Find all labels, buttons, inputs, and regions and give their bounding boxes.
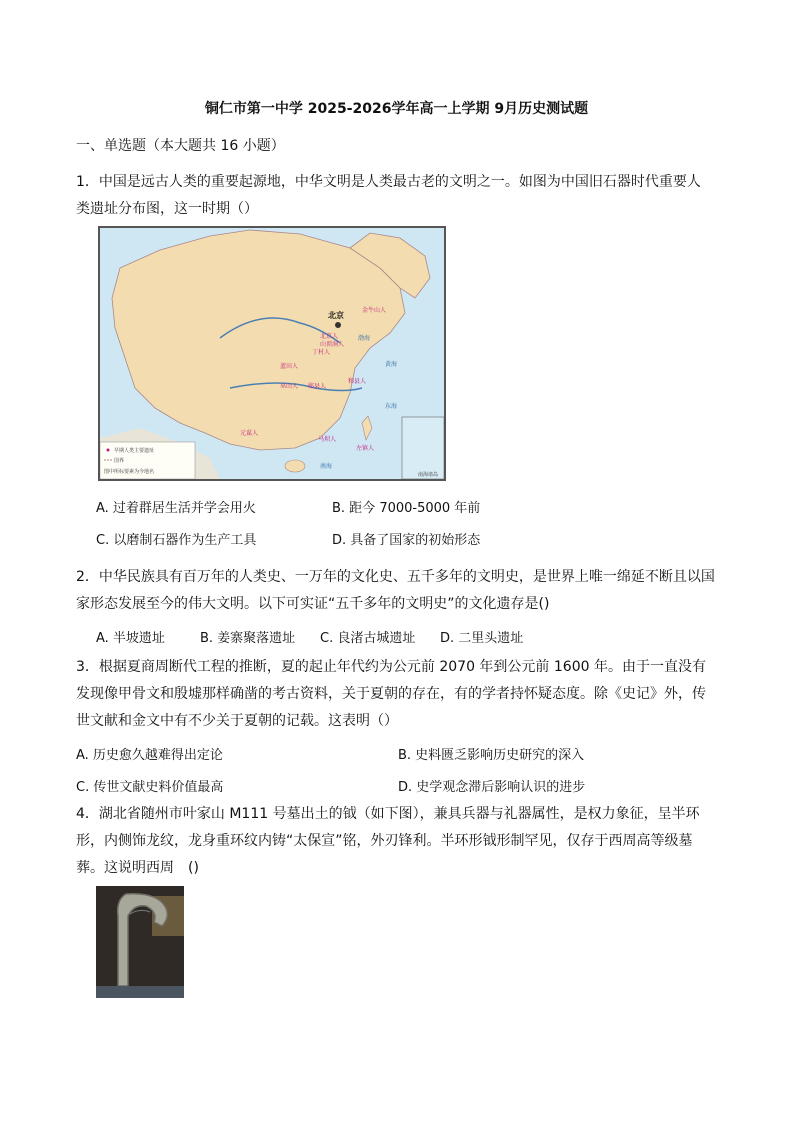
site-label: 巫山人 xyxy=(280,383,299,390)
site-label: 马坝人 xyxy=(318,436,337,443)
sea-label: 东海 xyxy=(385,403,398,410)
legend-item: 图中所标要素为今地名 xyxy=(104,469,155,475)
q1-option-b[interactable]: B. 距今 7000-5000 年前 xyxy=(332,501,481,516)
q3-option-b[interactable]: B. 史料匮乏影响历史研究的深入 xyxy=(398,748,585,763)
taiwan-island xyxy=(362,416,372,440)
q3-option-c[interactable]: C. 传世文献史料价值最高 xyxy=(76,780,224,795)
site-label: 蓝田人 xyxy=(280,363,299,370)
q1-text-line1: 1．中国是远古人类的重要起源地，中华文明是人类最古老的文明之一。如图为中国旧石器时代重要人 xyxy=(76,174,701,190)
q2-option-c[interactable]: C. 良渚古城遗址 xyxy=(320,631,416,646)
legend-site-symbol xyxy=(107,449,110,452)
beijing-label: 北京 xyxy=(328,311,344,320)
q3-option-d[interactable]: D. 史学观念滞后影响认识的进步 xyxy=(398,780,586,795)
q2-option-d[interactable]: D. 二里头遗址 xyxy=(440,631,524,646)
inset-label: 南海诸岛 xyxy=(418,472,439,478)
q1-option-d[interactable]: D. 具备了国家的初始形态 xyxy=(332,533,481,548)
paleolithic-sites-map xyxy=(98,226,446,481)
sea-label: 黄海 xyxy=(385,361,398,368)
q1-text-line2: 类遗址分布图，这一时期（） xyxy=(76,201,258,217)
site-label: 金牛山人 xyxy=(362,307,387,314)
sea-label: 南海 xyxy=(320,463,333,470)
site-label: 和县人 xyxy=(348,378,367,385)
yue-axe-photo xyxy=(96,886,184,998)
beijing-marker xyxy=(335,322,341,328)
legend-item: 早期人类主要遗址 xyxy=(114,448,155,454)
q2-option-b[interactable]: B. 姜寨聚落遗址 xyxy=(200,631,296,646)
sea-label: 渤海 xyxy=(358,335,371,342)
section-heading: 一、单选题（本大题共 16 小题） xyxy=(76,138,285,154)
site-label: 郧县人 xyxy=(308,383,327,390)
hainan-island xyxy=(285,460,305,472)
site-label: 左镇人 xyxy=(356,445,375,452)
south-china-sea-inset xyxy=(402,417,444,479)
legend-item: 国界 xyxy=(114,458,125,464)
q3-text: 3．根据夏商周断代工程的推断，夏的起止年代约为公元前 2070 年到公元前 1600 年。由于一直没有发现像甲骨文和殷墟那样确凿的考古资料，关于夏朝的存在，有的学者持怀疑态度。除《史记》外，传世文献和金文中有不少关于夏朝的记载。这表明（） xyxy=(76,659,706,729)
q2-option-a[interactable]: A. 半坡遗址 xyxy=(96,631,165,646)
q1-option-c[interactable]: C. 以磨制石器作为生产工具 xyxy=(96,533,257,548)
site-label: 北京人 xyxy=(320,333,339,340)
q1-option-a[interactable]: A. 过着群居生活并学会用火 xyxy=(96,501,256,516)
page-title: 铜仁市第一中学 2025-2026学年高一上学期 9月历史测试题 xyxy=(204,101,589,117)
q2-text: 2．中华民族具有百万年的人类史、一万年的文化史、五千多年的文明史，是世界上唯一绵延不断且以国家形态发展至今的伟大文明。以下可实证“五千多年的文明史”的文化遗存是() xyxy=(76,569,715,612)
q4-text: 4．湖北省随州市叶家山 M111 号墓出土的钺（如下图），兼具兵器与礼器属性，是权力象征，呈半环形，内侧饰龙纹，龙身重环纹内铸“太保宣”铭，外刃锋利。半环形钺形制罕见，仅存于西周高等级墓葬。这说明西周 () xyxy=(76,806,700,876)
site-label: 丁村人 xyxy=(312,349,331,356)
site-label: 元谋人 xyxy=(240,430,259,437)
q3-option-a[interactable]: A. 历史愈久越难得出定论 xyxy=(76,748,223,763)
site-label: 山顶洞人 xyxy=(320,341,345,348)
